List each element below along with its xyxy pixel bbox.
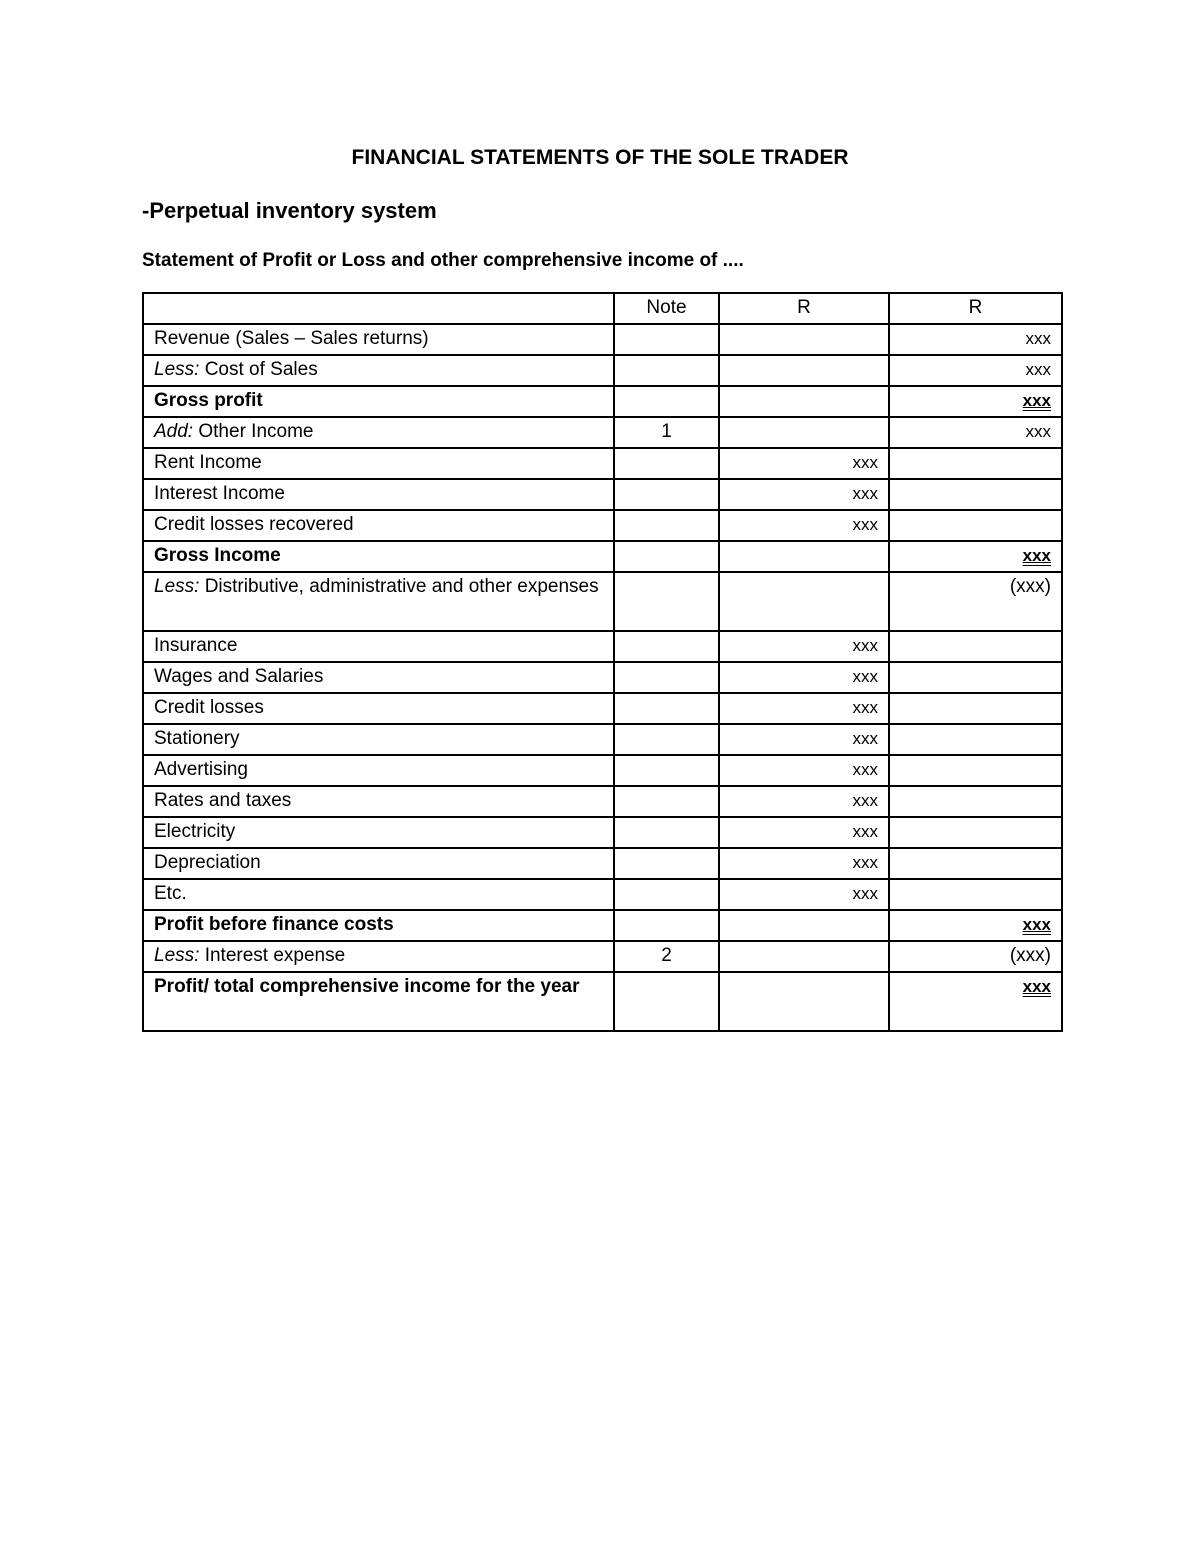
row-total-value: xxx bbox=[1022, 391, 1051, 410]
row-label bbox=[143, 879, 614, 910]
row-r-total bbox=[889, 541, 1062, 572]
row-r-total bbox=[889, 755, 1062, 786]
row-r-total bbox=[889, 386, 1062, 417]
table-row bbox=[143, 693, 1062, 724]
row-prefix: Add: bbox=[154, 421, 194, 442]
row-r-detail bbox=[719, 541, 889, 572]
row-r-total: (xxx) bbox=[889, 941, 1062, 972]
row-note bbox=[614, 910, 719, 941]
row-note bbox=[614, 355, 719, 386]
row-label bbox=[143, 817, 614, 848]
row-label-text: Wages and Salaries bbox=[154, 666, 324, 687]
row-r-detail: xxx bbox=[719, 755, 889, 786]
row-r-detail: xxx bbox=[719, 448, 889, 479]
row-r-detail bbox=[719, 972, 889, 1031]
row-note bbox=[614, 848, 719, 879]
row-label bbox=[143, 572, 614, 631]
table-row bbox=[143, 941, 1062, 972]
row-label bbox=[143, 631, 614, 662]
row-prefix: Less: bbox=[154, 945, 200, 966]
row-label-text: Depreciation bbox=[154, 852, 261, 873]
row-label bbox=[143, 693, 614, 724]
row-r-total bbox=[889, 879, 1062, 910]
row-label-text: Rent Income bbox=[154, 452, 262, 473]
row-r-detail bbox=[719, 386, 889, 417]
row-r-detail bbox=[719, 910, 889, 941]
row-note bbox=[614, 817, 719, 848]
row-r-total bbox=[889, 510, 1062, 541]
row-label-text: Profit/ total comprehensive income for the year bbox=[154, 976, 580, 997]
row-r-total: xxx bbox=[889, 324, 1062, 355]
row-label-text: Gross Income bbox=[154, 545, 281, 566]
table-row bbox=[143, 879, 1062, 910]
statement-heading: Statement of Profit or Loss and other comprehensive income of .... bbox=[142, 250, 744, 271]
row-r-detail: xxx bbox=[719, 817, 889, 848]
row-note bbox=[614, 693, 719, 724]
table-row bbox=[143, 817, 1062, 848]
row-note bbox=[614, 972, 719, 1031]
row-label bbox=[143, 541, 614, 572]
row-r-total: xxx bbox=[889, 417, 1062, 448]
table-row bbox=[143, 755, 1062, 786]
row-label bbox=[143, 386, 614, 417]
row-note bbox=[614, 879, 719, 910]
row-label bbox=[143, 662, 614, 693]
table-row bbox=[143, 662, 1062, 693]
row-label bbox=[143, 479, 614, 510]
row-label-text: Insurance bbox=[154, 635, 238, 656]
header-r-total: R bbox=[889, 293, 1062, 324]
row-r-detail: xxx bbox=[719, 786, 889, 817]
row-label-text: Other Income bbox=[193, 421, 314, 442]
row-note bbox=[614, 479, 719, 510]
row-prefix: Less: bbox=[154, 576, 200, 597]
row-r-detail: xxx bbox=[719, 479, 889, 510]
row-r-total bbox=[889, 693, 1062, 724]
table-row bbox=[143, 479, 1062, 510]
table-row bbox=[143, 572, 1062, 631]
table-row bbox=[143, 631, 1062, 662]
row-prefix: Less: bbox=[154, 359, 200, 380]
table-row bbox=[143, 355, 1062, 386]
row-note bbox=[614, 541, 719, 572]
row-label bbox=[143, 417, 614, 448]
header-note: Note bbox=[614, 293, 719, 324]
row-r-detail: xxx bbox=[719, 631, 889, 662]
table-row bbox=[143, 541, 1062, 572]
row-note bbox=[614, 448, 719, 479]
row-r-detail: xxx bbox=[719, 848, 889, 879]
row-label-text: Credit losses recovered bbox=[154, 514, 354, 535]
row-note bbox=[614, 572, 719, 631]
row-total-value: xxx bbox=[1022, 546, 1051, 565]
row-note bbox=[614, 386, 719, 417]
row-note bbox=[614, 786, 719, 817]
row-label bbox=[143, 355, 614, 386]
table-row bbox=[143, 510, 1062, 541]
row-r-total bbox=[889, 786, 1062, 817]
row-label-text: Rates and taxes bbox=[154, 790, 292, 811]
row-r-detail: xxx bbox=[719, 510, 889, 541]
table-row bbox=[143, 724, 1062, 755]
row-label-text: Interest Income bbox=[154, 483, 285, 504]
row-note: 2 bbox=[614, 941, 719, 972]
row-label-text: Cost of Sales bbox=[199, 359, 318, 380]
row-r-detail bbox=[719, 355, 889, 386]
row-note: 1 bbox=[614, 417, 719, 448]
row-label-text: Advertising bbox=[154, 759, 248, 780]
row-r-total bbox=[889, 972, 1062, 1031]
table-row bbox=[143, 448, 1062, 479]
row-label bbox=[143, 755, 614, 786]
row-note bbox=[614, 324, 719, 355]
row-label-text: Gross profit bbox=[154, 390, 263, 411]
table-header-row bbox=[143, 293, 1062, 324]
table-row bbox=[143, 324, 1062, 355]
inventory-system-subtitle: -Perpetual inventory system bbox=[142, 198, 437, 223]
profit-loss-table bbox=[142, 292, 1063, 1032]
row-label bbox=[143, 324, 614, 355]
row-r-detail: xxx bbox=[719, 879, 889, 910]
table-row bbox=[143, 972, 1062, 1031]
row-label bbox=[143, 448, 614, 479]
row-r-detail: xxx bbox=[719, 724, 889, 755]
table-row bbox=[143, 848, 1062, 879]
row-label-text: Interest expense bbox=[199, 945, 346, 966]
row-note bbox=[614, 662, 719, 693]
row-note bbox=[614, 724, 719, 755]
row-label-text: Credit losses bbox=[154, 697, 264, 718]
row-r-total bbox=[889, 662, 1062, 693]
row-label-text: Stationery bbox=[154, 728, 240, 749]
row-label-text: Electricity bbox=[154, 821, 236, 842]
header-r-detail: R bbox=[719, 293, 889, 324]
row-r-detail bbox=[719, 941, 889, 972]
row-r-total: xxx bbox=[889, 355, 1062, 386]
row-note bbox=[614, 631, 719, 662]
row-r-detail: xxx bbox=[719, 693, 889, 724]
row-label bbox=[143, 941, 614, 972]
row-r-total bbox=[889, 724, 1062, 755]
row-r-total bbox=[889, 848, 1062, 879]
row-note bbox=[614, 755, 719, 786]
row-total-value: xxx bbox=[1022, 915, 1051, 934]
table-row bbox=[143, 910, 1062, 941]
table-row bbox=[143, 786, 1062, 817]
row-label bbox=[143, 724, 614, 755]
document-title: FINANCIAL STATEMENTS OF THE SOLE TRADER bbox=[351, 146, 849, 169]
row-r-total: (xxx) bbox=[889, 572, 1062, 631]
row-r-total bbox=[889, 817, 1062, 848]
table-row bbox=[143, 417, 1062, 448]
row-label-text: Distributive, administrative and other expenses bbox=[199, 576, 599, 597]
header-description bbox=[143, 293, 614, 324]
row-label-text: Etc. bbox=[154, 883, 187, 904]
row-r-detail bbox=[719, 324, 889, 355]
row-label bbox=[143, 786, 614, 817]
row-label bbox=[143, 910, 614, 941]
row-r-total bbox=[889, 479, 1062, 510]
row-label bbox=[143, 848, 614, 879]
row-label-text: Profit before finance costs bbox=[154, 914, 394, 935]
row-label-text: Revenue (Sales – Sales returns) bbox=[154, 328, 429, 349]
row-r-total bbox=[889, 631, 1062, 662]
row-note bbox=[614, 510, 719, 541]
table-row bbox=[143, 386, 1062, 417]
row-label bbox=[143, 510, 614, 541]
row-r-total bbox=[889, 910, 1062, 941]
row-label bbox=[143, 972, 614, 1031]
row-r-detail bbox=[719, 572, 889, 631]
row-total-value: xxx bbox=[1022, 977, 1051, 996]
row-r-detail: xxx bbox=[719, 662, 889, 693]
row-r-total bbox=[889, 448, 1062, 479]
row-r-detail bbox=[719, 417, 889, 448]
